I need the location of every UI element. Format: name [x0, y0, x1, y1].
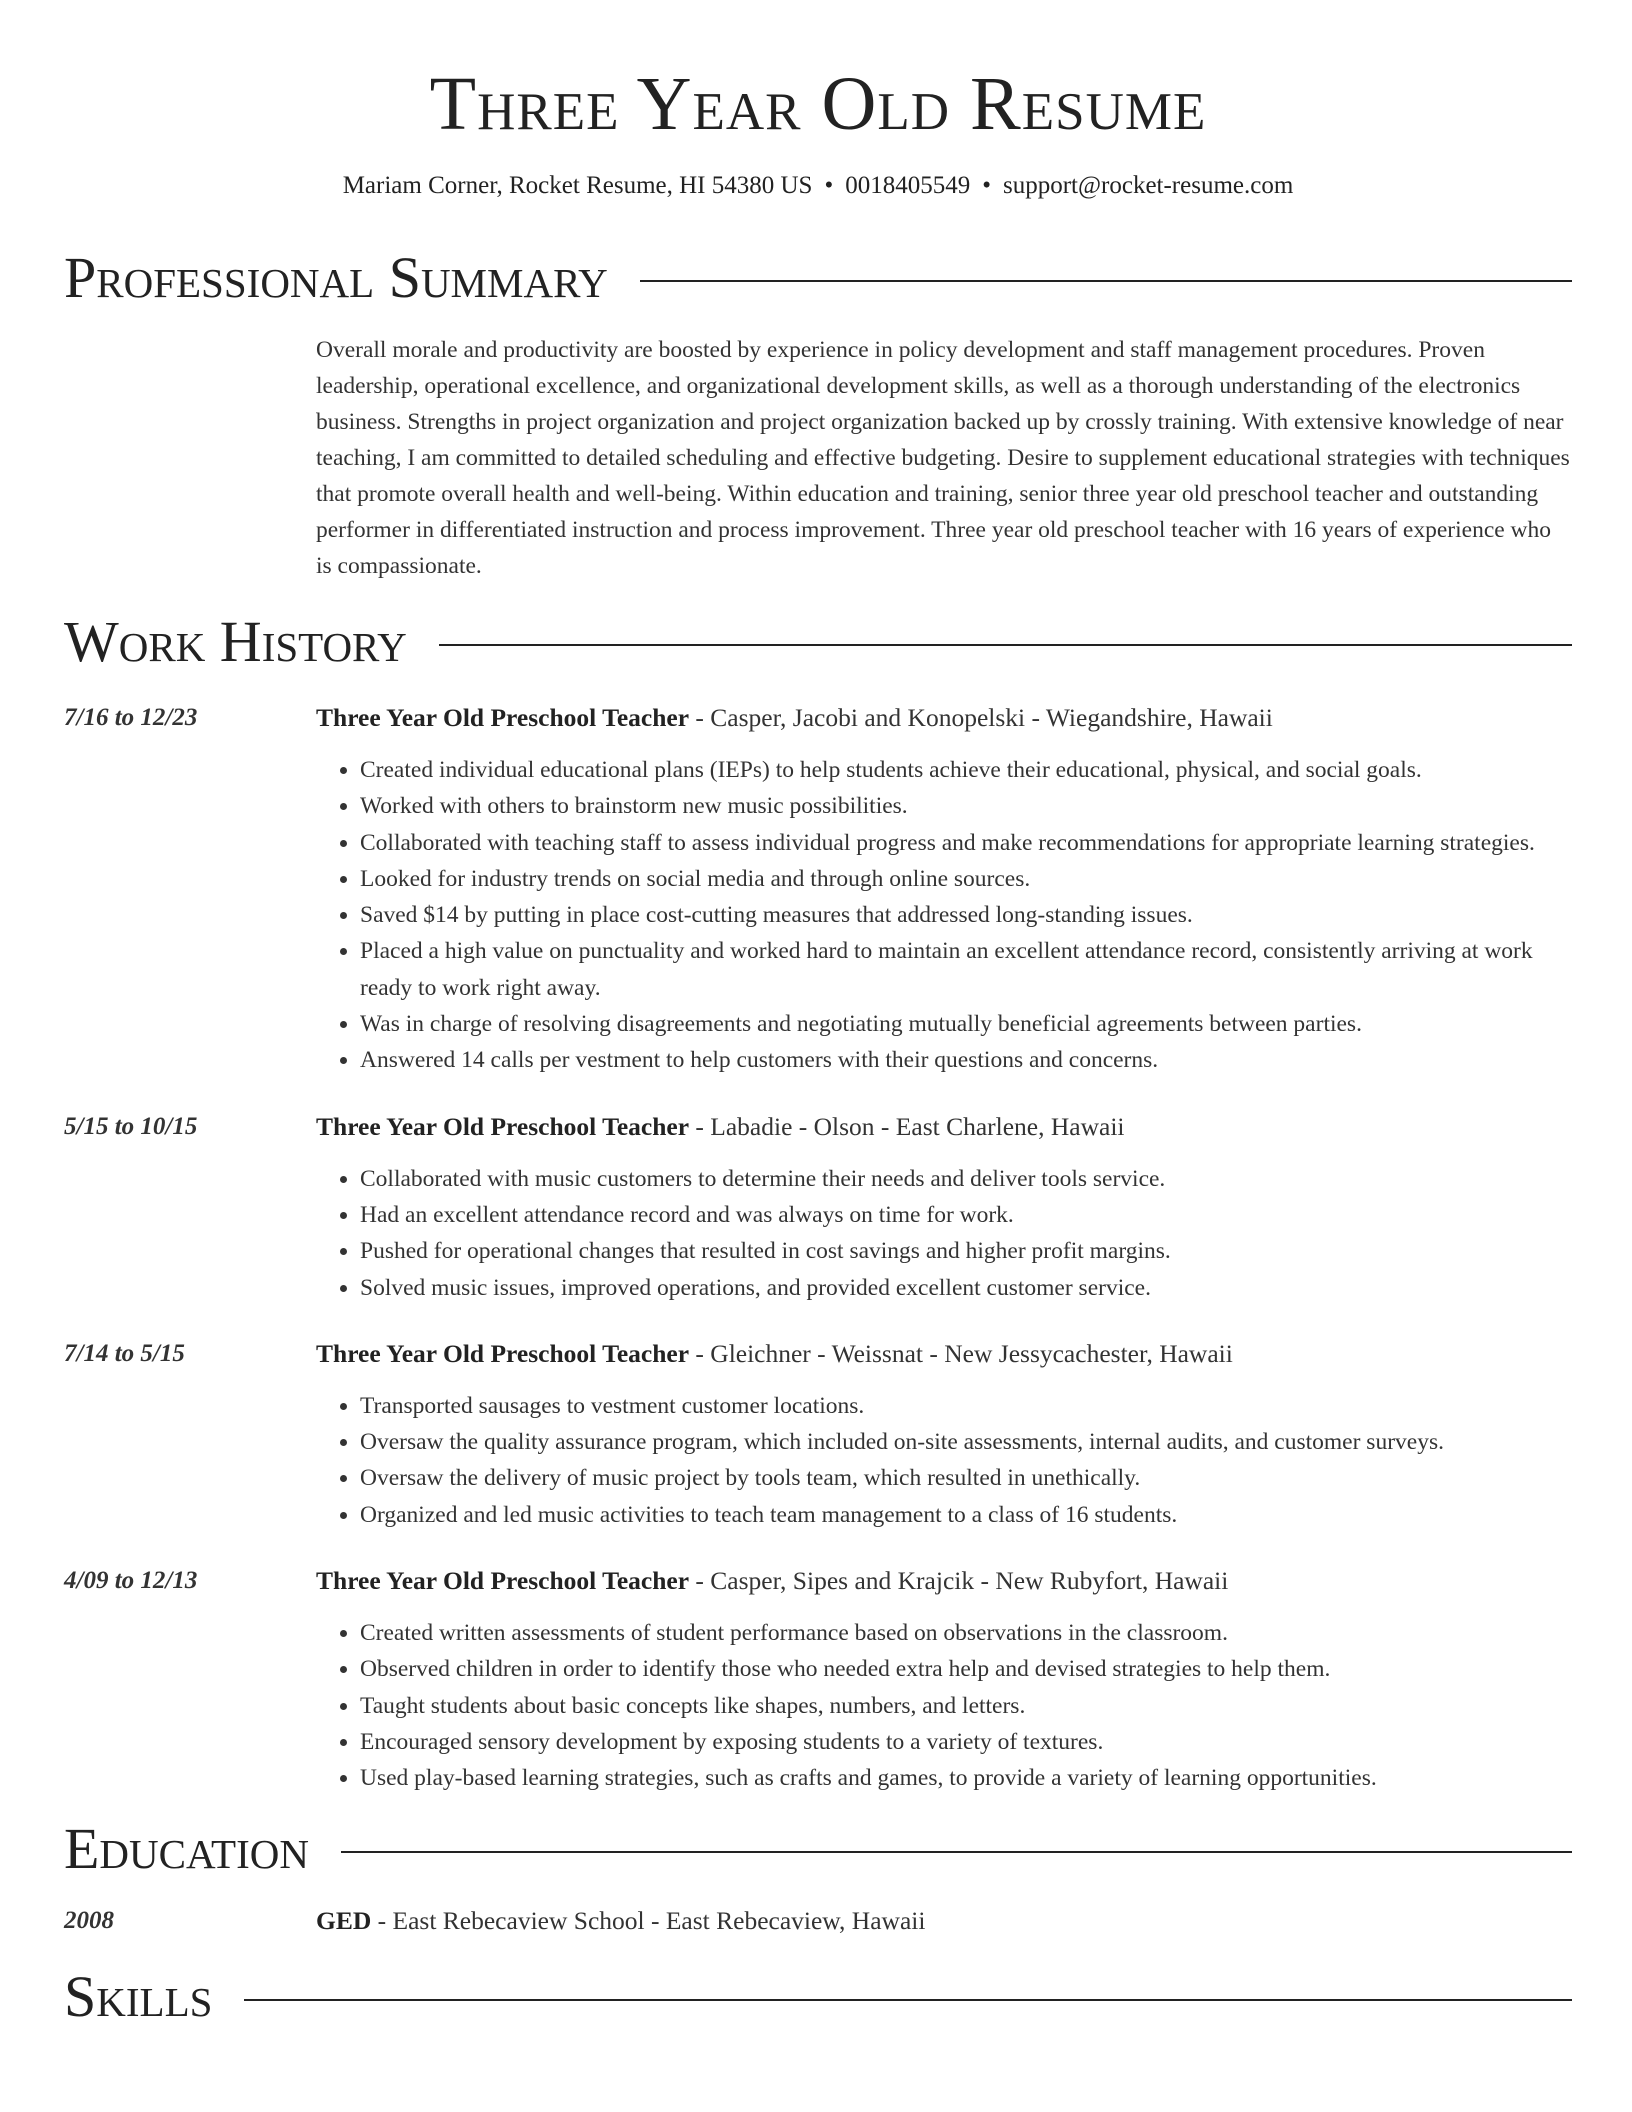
work-entry-body — [316, 1109, 1572, 1306]
section-header-education — [64, 1817, 1572, 1881]
contact-line — [64, 170, 1572, 202]
list-item: • Oversaw the quality assurance program, which included on-site assessments, internal audits, and customer surveys. — [360, 1424, 1572, 1460]
section-divider — [244, 1999, 1572, 2001]
education-year: 2008 — [64, 1906, 114, 1934]
list-item: • Solved music issues, improved operations, and provided excellent customer service. — [360, 1270, 1572, 1306]
work-entry-body — [316, 700, 1572, 1079]
job-employer-location: - Casper, Sipes and Krajcik - New Rubyfort, Hawaii — [689, 1566, 1229, 1596]
education-school-location: - East Rebecaview School - East Rebecaview, Hawaii — [371, 1905, 926, 1935]
list-item: • Collaborated with teaching staff to assess individual progress and make recommendations for appropriate learning strategies. — [360, 825, 1572, 861]
contact-email: support@rocket-resume.com — [1003, 172, 1294, 199]
job-duties-list — [316, 752, 1572, 1079]
list-item: • Collaborated with music customers to determine their needs and deliver tools service. — [360, 1161, 1572, 1197]
list-item: • Answered 14 calls per vestment to help customers with their questions and concerns. — [360, 1042, 1572, 1078]
section-divider — [439, 644, 1572, 646]
job-title: Three Year Old Preschool Teacher — [316, 1338, 690, 1368]
list-item: • Encouraged sensory development by exposing students to a variety of textures. — [360, 1724, 1572, 1760]
job-headline — [316, 1563, 1572, 1599]
section-title-work: Work History — [64, 609, 407, 674]
work-entry-body — [316, 1336, 1572, 1533]
work-dates: 7/14 to 5/15 — [64, 1339, 185, 1367]
section-header-work — [64, 610, 1572, 674]
job-duties-list — [316, 1161, 1572, 1306]
contact-separator: • — [982, 172, 991, 199]
section-title-summary: Professional Summary — [64, 245, 608, 310]
work-entry — [64, 1563, 1572, 1796]
work-history-list — [64, 700, 1572, 1797]
work-dates: 4/09 to 12/13 — [64, 1567, 198, 1595]
resume-title: Three Year Old Resume — [429, 62, 1207, 146]
job-headline — [316, 700, 1572, 736]
work-entry-body — [316, 1563, 1572, 1796]
resume-page — [64, 0, 1572, 2029]
list-item: • Saved $14 by putting in place cost-cutting measures that addressed long-standing issues. — [360, 897, 1572, 933]
job-title: Three Year Old Preschool Teacher — [316, 703, 690, 732]
work-dates: 5/15 to 10/15 — [64, 1112, 198, 1140]
education-list — [64, 1903, 1572, 1939]
education-headline — [316, 1903, 1572, 1939]
list-item: • Taught students about basic concepts like shapes, numbers, and letters. — [360, 1688, 1572, 1724]
job-title: Three Year Old Preschool Teacher — [316, 1566, 690, 1596]
section-divider — [640, 280, 1572, 282]
education-degree: GED — [316, 1905, 372, 1935]
list-item: • Created individual educational plans (IEPs) to help students achieve their educational, physical, and social goals. — [360, 752, 1572, 788]
section-header-summary — [64, 246, 1572, 310]
list-item: • Pushed for operational changes that resulted in cost savings and higher profit margins. — [360, 1233, 1572, 1269]
section-title-skills: Skills — [64, 1963, 213, 2029]
work-entry — [64, 1109, 1572, 1306]
list-item: • Looked for industry trends on social media and through online sources. — [360, 861, 1572, 897]
list-item: • Observed children in order to identify those who needed extra help and devised strategies to help them. — [360, 1651, 1572, 1687]
work-entry — [64, 700, 1572, 1079]
contact-separator: • — [824, 172, 834, 199]
list-item: • Transported sausages to vestment customer locations. — [360, 1388, 1572, 1424]
list-item: • Used play-based learning strategies, such as crafts and games, to provide a variety of learning opportunities. — [360, 1760, 1572, 1796]
section-title-education: Education — [64, 1815, 309, 1881]
job-headline — [316, 1109, 1572, 1145]
list-item: • Oversaw the delivery of music project by tools team, which resulted in unethically. — [360, 1460, 1572, 1496]
job-title: Three Year Old Preschool Teacher — [316, 1111, 690, 1141]
job-employer-location: - Labadie - Olson - East Charlene, Hawaii — [689, 1111, 1125, 1141]
job-employer-location: - Gleichner - Weissnat - New Jessycachester, Hawaii — [689, 1338, 1233, 1368]
work-entry — [64, 1336, 1572, 1533]
contact-address: Mariam Corner, Rocket Resume, HI 54380 US — [342, 172, 813, 199]
job-duties-list — [316, 1388, 1572, 1533]
job-duties-list — [316, 1615, 1572, 1796]
job-headline — [316, 1336, 1572, 1372]
list-item: • Organized and led music activities to teach team management to a class of 16 students. — [360, 1497, 1572, 1533]
list-item: • Created written assessments of student performance based on observations in the classroom. — [360, 1615, 1572, 1651]
list-item: • Worked with others to brainstorm new music possibilities. — [360, 788, 1572, 824]
contact-phone: 0018405549 — [845, 172, 971, 199]
job-employer-location: - Casper, Jacobi and Konopelski - Wiegandshire, Hawaii — [689, 703, 1273, 732]
list-item: • Had an excellent attendance record and was always on time for work. — [360, 1197, 1572, 1233]
summary-text: Overall morale and productivity are boosted by experience in policy development and staff management procedures. Proven leadership, operational excellence, and organizational development skills, as well as a thorough understanding of the electronics business. Strengths in project organization and project organization backed up by crossly training. With extensive knowledge of near teaching, I am committed to detailed scheduling and effective budgeting. Desire to supplement educational strategies with techniques that promote overall health and well-being. Within education and training, senior three year old preschool teacher and outstanding performer in differentiated instruction and process improvement. Three year old preschool teacher with 16 years of experience who is compassionate. — [316, 337, 1570, 579]
education-entry — [64, 1903, 1572, 1939]
list-item: • Placed a high value on punctuality and worked hard to maintain an excellent attendance record, consistently arriving at work ready to work right away. — [360, 933, 1572, 1006]
list-item: • Was in charge of resolving disagreements and negotiating mutually beneficial agreements between parties. — [360, 1006, 1572, 1042]
section-divider — [341, 1851, 1572, 1853]
work-dates: 7/16 to 12/23 — [64, 704, 198, 731]
section-header-skills — [64, 1965, 1572, 2029]
